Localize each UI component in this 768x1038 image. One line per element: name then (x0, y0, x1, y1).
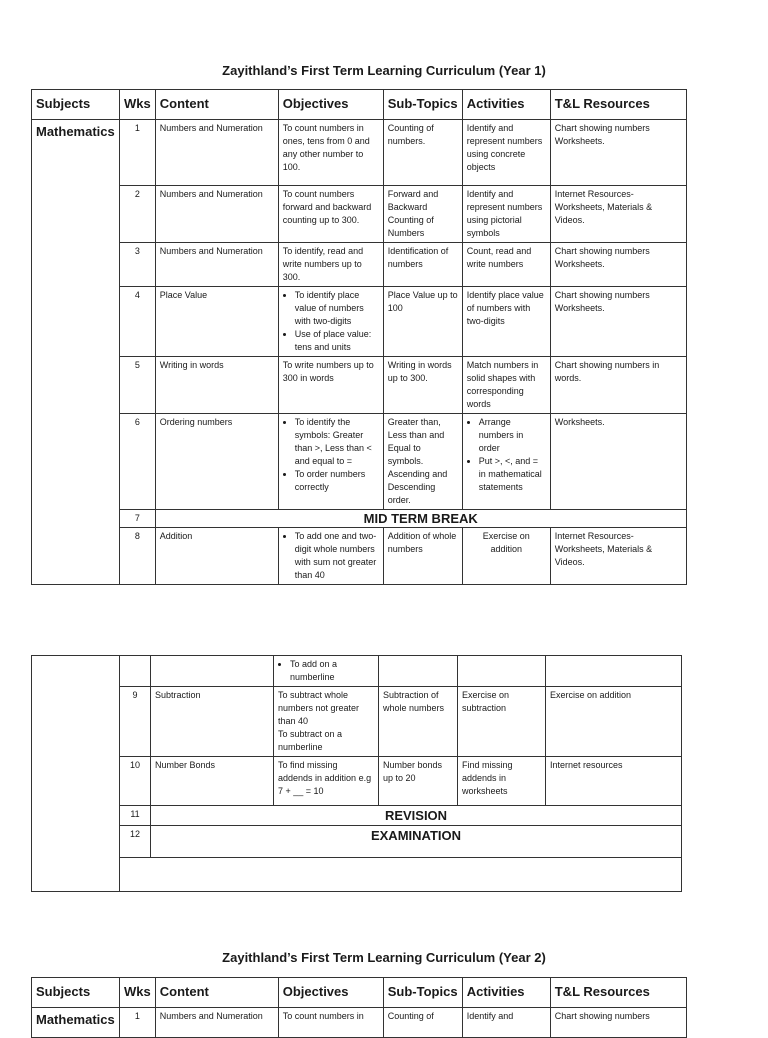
activities-cell: Exercise on addition (462, 528, 550, 585)
subject-cell-empty (32, 656, 120, 892)
content-cell: Numbers and Numeration (155, 186, 278, 243)
objectives-cell: To write numbers up to 300 in words (278, 357, 383, 414)
examination-banner: EXAMINATION (151, 826, 682, 858)
table-row-empty (32, 858, 682, 892)
table-row (32, 357, 687, 414)
objectives-cell (274, 687, 379, 757)
table-row (32, 243, 687, 287)
activities-cell: Identify and (462, 1008, 550, 1038)
header-resources: T&L Resources (550, 978, 686, 1008)
resources-cell: Internet resources (546, 757, 682, 806)
page-title-year1: Zayithland’s First Term Learning Curriculum (Year 1) (222, 63, 546, 78)
table-row (32, 826, 682, 858)
activities-cell: Identify and represent numbers using concrete objects (462, 120, 550, 186)
objective-item: • To add on a numberline (290, 658, 374, 684)
week-cell: 10 (120, 757, 151, 806)
content-cell: Ordering numbers (155, 414, 278, 510)
content-cell: Numbers and Numeration (155, 243, 278, 287)
objective-item: • To identify place value of numbers with two-digits (295, 289, 379, 328)
week-cell: 1 (120, 120, 156, 186)
header-subtopics: Sub-Topics (383, 978, 462, 1008)
week-cell: 3 (120, 243, 156, 287)
table-row (32, 656, 682, 687)
objective-line: To subtract whole numbers not greater than 40 (278, 690, 360, 726)
objectives-cell: To count numbers in (278, 1008, 383, 1038)
subtopics-cell: Greater than, Less than and Equal to symbols. Ascending and Descending order. (383, 414, 462, 510)
week-cell (120, 656, 151, 687)
activities-cell: Find missing addends in worksheets (458, 757, 546, 806)
week-cell: 8 (120, 528, 156, 585)
content-cell: Number Bonds (151, 757, 274, 806)
activities-cell (458, 656, 546, 687)
subtopics-cell: Forward and Backward Counting of Numbers (383, 186, 462, 243)
header-objectives: Objectives (278, 90, 383, 120)
objective-item: • To add one and two-digit whole numbers with sum not greater than 40 (295, 530, 379, 582)
resources-cell: Chart showing numbers (550, 1008, 686, 1038)
subtopics-cell: Place Value up to 100 (383, 287, 462, 357)
table-header-row (32, 978, 687, 1008)
header-activities: Activities (462, 90, 550, 120)
activities-cell: Exercise on subtraction (458, 687, 546, 757)
curriculum-table-year2 (31, 977, 687, 1038)
content-cell: Subtraction (151, 687, 274, 757)
activities-cell: Match numbers in solid shapes with corresponding words (462, 357, 550, 414)
objectives-cell (278, 287, 383, 357)
resources-cell: Chart showing numbers in words. (550, 357, 686, 414)
header-activities: Activities (462, 978, 550, 1008)
table-row (32, 1008, 687, 1038)
objectives-cell (278, 528, 383, 585)
resources-cell: Internet Resources-Worksheets, Materials & Videos. (550, 186, 686, 243)
week-cell: 2 (120, 186, 156, 243)
subject-cell: Mathematics (32, 1008, 120, 1038)
objectives-cell: To identify, read and write numbers up to 300. (278, 243, 383, 287)
activities-cell: Count, read and write numbers (462, 243, 550, 287)
objectives-cell: To count numbers forward and backward counting up to 300. (278, 186, 383, 243)
table-row (32, 120, 687, 186)
header-wks: Wks (120, 90, 156, 120)
page-title-year2: Zayithland’s First Term Learning Curriculum (Year 2) (222, 950, 546, 965)
header-objectives: Objectives (278, 978, 383, 1008)
week-cell: 12 (120, 826, 151, 858)
resources-cell (546, 656, 682, 687)
week-cell: 11 (120, 806, 151, 826)
revision-banner: REVISION (151, 806, 682, 826)
week-cell: 6 (120, 414, 156, 510)
content-cell: Addition (155, 528, 278, 585)
objectives-cell (278, 414, 383, 510)
table-row (32, 186, 687, 243)
activities-cell (462, 414, 550, 510)
subtopics-cell: Counting of (383, 1008, 462, 1038)
objectives-cell: To find missing addends in addition e.g 7 + __ = 10 (274, 757, 379, 806)
table-row (32, 806, 682, 826)
content-cell: Writing in words (155, 357, 278, 414)
subtopics-cell (379, 656, 458, 687)
resources-cell: Chart showing numbers Worksheets. (550, 120, 686, 186)
resources-cell: Worksheets. (550, 414, 686, 510)
subject-cell: Mathematics (32, 120, 120, 585)
activities-cell: Identify place value of numbers with two-digits (462, 287, 550, 357)
objective-line: To subtract on a numberline (278, 729, 343, 752)
curriculum-table-continued (31, 655, 682, 892)
objective-item: • To identify the symbols: Greater than >, Less than < and equal to = (295, 416, 379, 468)
table-row (32, 510, 687, 528)
subtopics-cell: Counting of numbers. (383, 120, 462, 186)
week-cell: 1 (120, 1008, 156, 1038)
subtopics-cell: Number bonds up to 20 (379, 757, 458, 806)
header-content: Content (155, 90, 278, 120)
subtopics-cell: Identification of numbers (383, 243, 462, 287)
header-subjects: Subjects (32, 978, 120, 1008)
content-cell: Place Value (155, 287, 278, 357)
objective-item: • Use of place value: tens and units (295, 328, 379, 354)
week-cell: 7 (120, 510, 156, 528)
week-cell: 9 (120, 687, 151, 757)
resources-cell: Chart showing numbers Worksheets. (550, 243, 686, 287)
subtopics-cell: Subtraction of whole numbers (379, 687, 458, 757)
week-cell: 4 (120, 287, 156, 357)
content-cell (151, 656, 274, 687)
mid-term-break-banner: MID TERM BREAK (155, 510, 686, 528)
subtopics-cell: Writing in words up to 300. (383, 357, 462, 414)
table-row (32, 414, 687, 510)
objectives-cell (274, 656, 379, 687)
header-resources: T&L Resources (550, 90, 686, 120)
objectives-cell: To count numbers in ones, tens from 0 and any other number to 100. (278, 120, 383, 186)
activities-cell: Identify and represent numbers using pictorial symbols (462, 186, 550, 243)
curriculum-table-year1 (31, 89, 687, 585)
resources-cell: Internet Resources-Worksheets, Materials & Videos. (550, 528, 686, 585)
content-cell: Numbers and Numeration (155, 120, 278, 186)
resources-cell: Chart showing numbers Worksheets. (550, 287, 686, 357)
table-header-row (32, 90, 687, 120)
table-row (32, 287, 687, 357)
header-wks: Wks (120, 978, 156, 1008)
table-row (32, 528, 687, 585)
header-subtopics: Sub-Topics (383, 90, 462, 120)
objective-item: • To order numbers correctly (295, 468, 379, 494)
empty-cell (120, 858, 682, 892)
activity-item: • Put >, <, and = in mathematical statements (479, 455, 546, 494)
activity-item: • Arrange numbers in order (479, 416, 546, 455)
table-row (32, 757, 682, 806)
content-cell: Numbers and Numeration (155, 1008, 278, 1038)
subtopics-cell: Addition of whole numbers (383, 528, 462, 585)
header-content: Content (155, 978, 278, 1008)
header-subjects: Subjects (32, 90, 120, 120)
table-row (32, 687, 682, 757)
resources-cell: Exercise on addition (546, 687, 682, 757)
week-cell: 5 (120, 357, 156, 414)
